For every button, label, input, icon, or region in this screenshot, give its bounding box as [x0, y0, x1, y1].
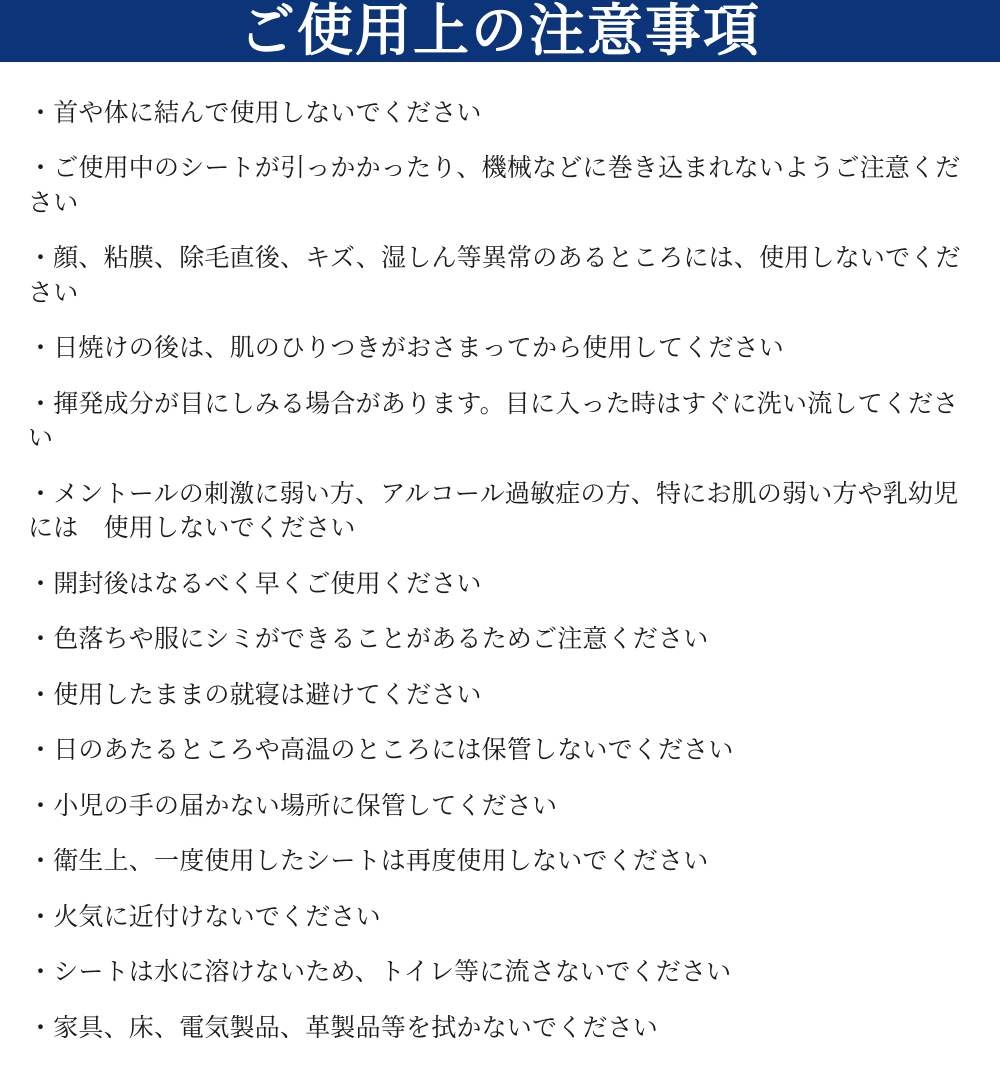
header-banner: [0, 0, 1000, 62]
list-item: [28, 387, 972, 456]
list-item: [28, 477, 972, 546]
notice-content: [0, 62, 1000, 1076]
bullet-marker: ・: [28, 389, 54, 418]
list-item: [28, 900, 972, 935]
list-item-text: 揮発成分が目にしみる場合があります。目に入った時はすぐに洗い流してください: [28, 389, 959, 453]
list-item-text: 火気に近付けないでください: [53, 902, 381, 931]
list-item-text: 使用したままの就寝は避けてください: [53, 680, 482, 709]
bullet-marker: ・: [28, 625, 54, 654]
list-item-text: シートは水に溶けないため、トイレ等に流さないでください: [53, 958, 732, 987]
list-item: [28, 955, 972, 990]
page-title: ご使用上の注意事項: [239, 0, 761, 62]
list-item-text: 家具、床、電気製品、革製品等を拭かないでください: [53, 1013, 659, 1042]
bullet-marker: ・: [28, 958, 54, 987]
list-item: [28, 622, 972, 657]
bullet-marker: ・: [28, 736, 54, 765]
bullet-marker: ・: [28, 902, 54, 931]
list-item-text: 日のあたるところや高温のところには保管しないでください: [53, 736, 734, 765]
list-item-text: 顔、粘膜、除毛直後、キズ、湿しん等異常のあるところには、使用しないでください: [28, 244, 961, 307]
bullet-marker: ・: [28, 154, 54, 183]
list-item-text: 日焼けの後は、肌のひりつきがおさまってから使用してください: [53, 334, 785, 363]
list-item-text: 色落ちや服にシミができることがあるためご注意ください: [53, 625, 709, 654]
bullet-marker: ・: [28, 98, 54, 127]
list-item: [28, 96, 972, 131]
bullet-marker: ・: [28, 334, 54, 363]
list-item-text: ご使用中のシートが引っかかったり、機械などに巻き込まれないようご注意ください: [28, 154, 961, 217]
bullet-marker: ・: [28, 791, 54, 820]
notice-list: [28, 96, 972, 1046]
bullet-marker: ・: [28, 680, 54, 709]
list-item: [28, 844, 972, 879]
list-item: [28, 733, 972, 768]
list-item: [28, 567, 972, 602]
bullet-marker: ・: [28, 1013, 54, 1042]
list-item: [28, 331, 972, 366]
list-item: [28, 678, 972, 713]
list-item-text: 開封後はなるべく早くご使用ください: [53, 569, 482, 598]
bullet-marker: ・: [28, 479, 54, 508]
list-item: [28, 1011, 972, 1046]
bullet-marker: ・: [28, 244, 54, 273]
list-item-text: 小児の手の届かない場所に保管してください: [53, 791, 558, 820]
bullet-marker: ・: [28, 569, 54, 598]
bullet-marker: ・: [28, 847, 54, 876]
list-item-text: 衛生上、一度使用したシートは再度使用しないでください: [53, 847, 709, 876]
list-item-text: メントールの刺激に弱い方、アルコール過敏症の方、特にお肌の弱い方や乳幼児には 使用しないでください: [28, 479, 959, 543]
list-item-text: 首や体に結んで使用しないでください: [53, 98, 482, 127]
list-item: [28, 789, 972, 824]
list-item: [28, 151, 972, 220]
list-item: [28, 241, 972, 310]
